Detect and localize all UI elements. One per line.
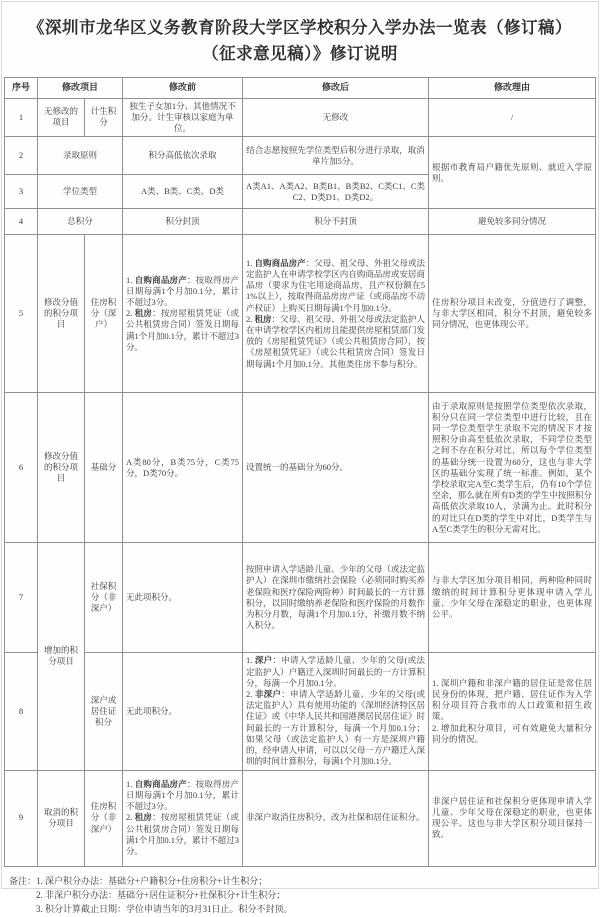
cell-no: 7	[4, 543, 37, 653]
table-row	[4, 137, 595, 175]
table-row	[4, 98, 595, 137]
cell-item: 住房积分（非深户）	[84, 770, 122, 866]
cell-item: 学位类型	[37, 175, 122, 209]
cell-item: 录取原则	[37, 137, 122, 175]
table-row	[4, 653, 595, 770]
col-header-no: 序号	[4, 77, 37, 98]
note-item: 2. 非深户积分办法：基础分+居住证积分+社保积分+计生积分；	[36, 889, 286, 900]
cell-reason: /	[429, 98, 596, 137]
cell-before: 无此项积分。	[123, 653, 243, 770]
col-header-after: 修改后	[243, 77, 429, 98]
cell-after: A类A1、A类A2、B类B1、B类B2、C类C1、C类C2、D类D1、D类D2。	[243, 175, 429, 209]
col-header-item: 修改项目	[37, 77, 122, 98]
table-header-row	[4, 77, 595, 98]
cell-after: 结合志愿按照先学位类型后积分进行录取，取消单片加5分。	[243, 137, 429, 175]
note-item: 3. 积分计算截止日期：学位申请当年的3月31日止。积分不封顶。	[36, 904, 293, 915]
cell-reason: 住房积分项目未改变，分值进行了调整，与非大学区相同，积分不封顶，避免较多同分情况，也更体现公平。	[429, 235, 596, 393]
cell-after: 1. 自购商品房产：父母、祖父母、外祖父母或法定监护人在申请学校学区内自购商品房或安居商品房（要求为住宅用途商品房，且产权份额在51%以上），按取得商品房房产证（或商品房不动产权证）上购买日期每满1个月加0.1分。 2. 租房：父母、祖父母、外祖父母或法定监护人在申请学校学区内租房且能提供房屋租赁部门发放的《房屋租赁凭证》（或公共租赁房合同），按《房屋租赁凭证》（或公共租赁房合同）签发日期每满1个月加0.1分。其他类住房不参与积分。	[243, 235, 429, 393]
cell-reason: 根据市教育局户籍优先原则、就近入学原则。	[429, 137, 596, 209]
cell-reason: 避免较多同分情况	[429, 209, 596, 235]
cell-no: 4	[4, 209, 37, 235]
footnotes-list	[36, 874, 293, 917]
cell-after: 无修改	[243, 98, 429, 137]
footnotes	[2, 867, 598, 917]
table-row	[4, 770, 595, 866]
cell-no: 1	[4, 98, 37, 137]
table-row	[4, 543, 595, 653]
cell-after: 积分不封顶	[243, 209, 429, 235]
cell-before: 积分高低依次录取	[123, 137, 243, 175]
cell-item: 社保积分（非深户）	[84, 543, 122, 653]
cell-before: 1. 自购商品房产：按取得房产日期每满1个月加0.1分，累计不超过3分。 2. 租房：按房屋租赁凭证（或公共租赁房合同）签发日期每满1个月加0.1分，累计不超过3分。	[123, 235, 243, 393]
cell-before: 无此项积分。	[123, 543, 243, 653]
cell-before: 1. 自购商品房产：按取得房产日期每满1个月加0.1分，累计不超过3分。 2. 租房：按房屋租赁凭证（或公共租赁房合同）签发日期每满1个月加0.1分，累计不超过3分。	[123, 770, 243, 866]
cell-reason: 由于录取原则是按照学位类型依次录取，积分只在同一学位类型中进行比较，且在同一学位类型学生录取不完的情况下才按照积分由高至低依次录取，不同学位类型之间不存在积分对比，所以每个学位类型的基础分统一设置为60分，这也与非大学区的基础分实现了统一标准。例如，某个学校录取完A至C类学生后，仍有10个学位空余，那么就在所有D类的学生中按照积分高低依次录取10人，录满为止。此时积分的对比只在D类的学生中对比，D类学生与A至C类学生的积分无需对比。	[429, 393, 596, 543]
cell-no: 8	[4, 653, 37, 770]
cell-item: 计生积分	[84, 98, 122, 137]
document-page	[1, 1, 599, 915]
cell-group: 修改分值的积分项目	[37, 235, 84, 393]
cell-no: 5	[4, 235, 37, 393]
cell-reason: 与非大学区加分项目相同，两种险种同时缴纳的时间计算积分更体现申请入学儿童、少年父母在深稳定的职业，也更体现公平。	[429, 543, 596, 653]
cell-reason: 1. 深圳户籍和非深户籍的居住证是常住居民身份的体现，把户籍、居住证作为入学积分项目符合我市的人口政策和招生政策。 2. 增加此积分项目，可有效避免大量积分同分的情况。	[429, 653, 596, 770]
note-item: 1. 深户积分办法：基础分+户籍积分+住房积分+计生积分；	[36, 875, 268, 886]
cell-before: 积分封顶	[123, 209, 243, 235]
cell-item: 总积分	[37, 209, 122, 235]
cell-group: 修改分值的积分项目	[37, 393, 84, 543]
cell-group: 增加的积分项目	[37, 543, 84, 770]
cell-after: 设置统一的基础分为60分。	[243, 393, 429, 543]
table-row	[4, 209, 595, 235]
cell-after: 1. 深户：申请入学适龄儿童、少年的父母(或法定监护人）户籍迁入深圳时间最长的一方计算积分，每满一个月加0.1分。 2. 非深户：申请入学适龄儿童、少年的父母(或法定监护人）具有使用功能的《深圳经济特区居住证》或《中华人民共和国港澳居民居住证》时间最长的一方计算积分，每满一个月加0.1分；如果父母（或法定监护人）有一方是深圳户籍的，经申请人申请，可以以父母一方户籍迁入深圳的时间计算积分，每满1个月加0.1分。	[243, 653, 429, 770]
cell-no: 6	[4, 393, 37, 543]
cell-before: A类、B类、C类、D类	[123, 175, 243, 209]
table-row	[4, 393, 595, 543]
footnotes-label: 备注：	[9, 875, 37, 886]
cell-item: 基础分	[84, 393, 122, 543]
revision-table	[4, 77, 596, 867]
cell-after: 按照申请入学适龄儿童、少年的父母（或法定监护人）在深圳市缴纳社会保险（必须同时购买养老保险和医疗保险两险种）时间最长的一方计算积分，以同时缴纳养老保险和医疗保险的月数作为积分月数，每满1个月加0.1分，补缴月数不纳入积分。	[243, 543, 429, 653]
cell-before: A类80分，B类75分，C类75分，D类70分。	[123, 393, 243, 543]
cell-reason: 非深户居住证和社保积分更体现申请入学儿童、少年父母在深稳定的职业，也更体现公平。这也与非大学区积分项目保持一致。	[429, 770, 596, 866]
cell-item: 住房积分（深户）	[84, 235, 122, 393]
cell-group: 取消的积分项目	[37, 770, 84, 866]
cell-before: 独生子女加1分、其他情况不加分。计生审核以家庭为单位。	[123, 98, 243, 137]
cell-no: 2	[4, 137, 37, 175]
table-row	[4, 235, 595, 393]
cell-item: 深户或居住证积分	[84, 653, 122, 770]
col-header-before: 修改前	[123, 77, 243, 98]
cell-after: 非深户取消住房积分，改为社保和居住证积分。	[243, 770, 429, 866]
cell-no: 3	[4, 175, 37, 209]
cell-group: 无修改的项目	[37, 98, 84, 137]
col-header-reason: 修改理由	[429, 77, 596, 98]
cell-no: 9	[4, 770, 37, 866]
page-title: 《深圳市龙华区义务教育阶段大学区学校积分入学办法一览表（修订稿）（征求意见稿）》修订说明	[28, 18, 572, 64]
